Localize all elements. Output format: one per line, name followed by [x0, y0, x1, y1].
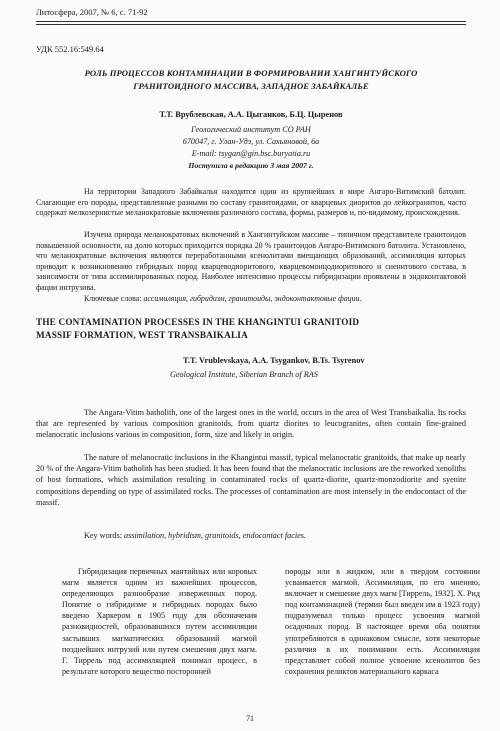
ru-address: 670047, г. Улан-Удэ, ул. Сахьяновой, 6а — [182, 137, 320, 146]
body-right-column: породы или в жидком, или в твердом состоянии усваивается магмой. Ассимиляция, по его мнению, включает и смешение двух магм [Тиррель, 1932]. Х. Рид под контаминацией (термин был введен им в 1923 году) подразумевал только процесс усвоения магмой осадочных пород. В настоящее время оба понятия употребляются в одинаковом смысле, хотя некоторые различия в их понимании есть. Ассимиляция представляет собой полное усвоение ксенолитов без сохранения реликтов материального каркаса — [285, 567, 480, 676]
udc-code: УДК 552.16:549.64 — [36, 44, 104, 54]
en-affiliation: Geological Institute, Siberian Branch of RAS — [170, 370, 318, 379]
en-abstract-paragraph-1: The Angara-Vitim batholith, one of the largest ones in the world, occurs in the area of West Transbaikalia. Its rocks that are represented by various composition granitoids, from quartz diorites to leucogranites, often contain fine-grained melanocratic inclusions various in composition, form, size and likely in origin. — [36, 408, 466, 440]
page-number: 71 — [246, 714, 254, 723]
ru-affiliation: Геологический институт СО РАН — [191, 125, 311, 134]
ru-received-date: Поступила в редакцию 3 мая 2007 г. — [188, 161, 314, 170]
en-title-line-1: THE CONTAMINATION PROCESSES IN THE KHANGINTUI GRANITOID — [36, 317, 360, 327]
header-rule-second — [36, 24, 466, 25]
en-keywords-label: Key words: — [84, 531, 122, 540]
ru-title-line-1: РОЛЬ ПРОЦЕССОВ КОНТАМИНАЦИИ В ФОРМИРОВАНИИ ХАНГИНТУЙСКОГО — [84, 68, 418, 78]
header-rule — [36, 21, 466, 22]
ru-email: E-mail: tsygan@gin.bsc.buryatia.ru — [191, 149, 311, 158]
ru-keywords-label: Ключевые слова: — [84, 294, 142, 303]
en-keywords-text: assimilation, hybridism, granitoids, endocontact facies. — [124, 531, 306, 540]
journal-header: Литосфера, 2007, № 6, с. 71-92 — [36, 7, 148, 17]
ru-abstract-paragraph-2: Изучена природа меланократовых включений в Хангинтуйском массиве – типичном представителе гранитоидов повышенной основности, на долю которых приходится порядка 20 % гранитоидов Ангаро-Витимского батолита. Установлено, что меланократовые включения являются переработанными ксенолитами вмещающих образований, ассимиляция которых приводит к возникновению гибридных пород кварцеводиоритового, кварцевомонцодиоритового и сиенитового состава, в зависимости от типа ассимилированных пород. Наиболее интенсивно процессы гибридизации проявлены в эндоконтактовой фации интрузива. — [36, 230, 466, 292]
ru-keywords — [84, 294, 361, 303]
ru-title-line-2: ГРАНИТОИДНОГО МАССИВА, ЗАПАДНОЕ ЗАБАЙКАЛЬЕ — [133, 81, 369, 91]
ru-abstract-paragraph-1: На территории Западного Забайкалья находится один из крупнейших в мире Ангаро-Витимский батолит. Слагающие его породы, представленные разными по составу гранитоидами, от кварцевых диоритов до лейкогранитов, часто содержат мелкозернистые меланократовые включения различного состава, формы, размеров и, по-видимому, происхождения. — [36, 187, 466, 218]
body-left-column: Гибридизация первичных мантийных или коровых магм является одним из важнейших процессов, определяющих разнообразие изверженных пород. Понятие о гибридизме и гибридных породах было введено Харкером в 1905 году для обозначения разновидностей, образовавшихся путем ассимиляции застывших магматических образований магмой позднейших интрузий или путем смешения двух магм. Г. Тиррель под ассимиляцией понимал процесс, в результате которого вещество посторонней — [62, 567, 257, 676]
en-keywords — [84, 531, 306, 540]
ru-keywords-text: ассимиляция, гибридизм, гранитоиды, эндоконтактовые фации. — [143, 294, 362, 303]
en-title-line-2: MASSIF FORMATION, WEST TRANSBAIKALIA — [36, 330, 248, 340]
ru-authors: Т.Т. Врублевская, А.А. Цыганков, Б.Ц. Цыренов — [159, 110, 343, 119]
en-abstract-paragraph-2: The nature of melanocratic inclusions in the Khangintui massif, typical melanocratic granitoids, that make up nearly 20 % of the Angara-Vitim batholith has been studied. It has been found that the melanocratic inclusions are the reworked xenoliths of host formations, which assimilation resulting in contaminated rocks of quartz-diorite, quartz-monzodiorite and syenite compositions depending on type of assimilated rocks. The processes of contamination are most intensely in the endocontact of the massif. — [36, 453, 466, 507]
en-authors: T.T. Vrublevskaya, A.A. Tsygankov, B.Ts. Tsyrenov — [183, 356, 365, 365]
